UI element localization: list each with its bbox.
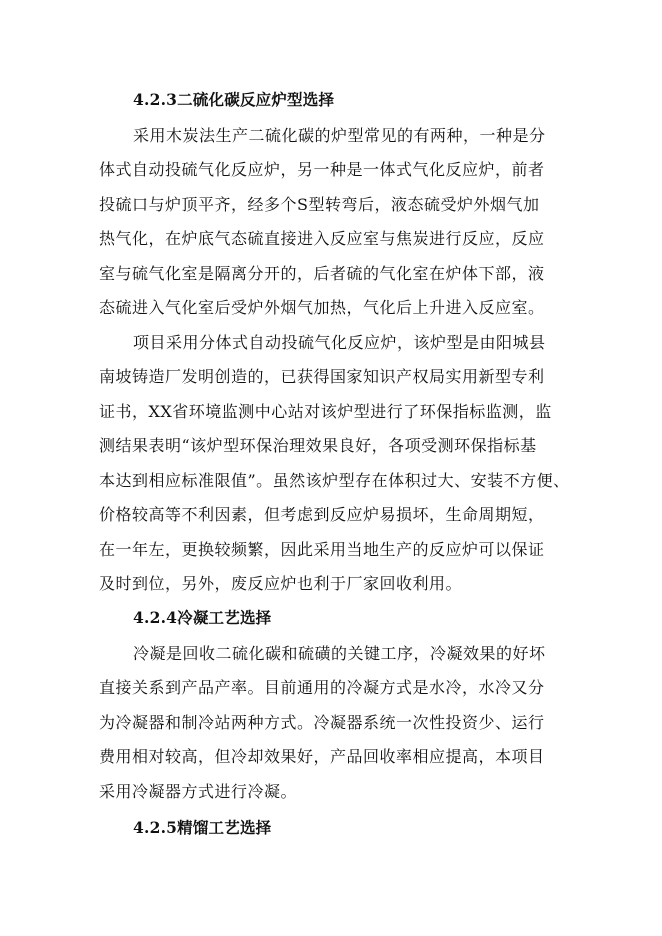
paragraph-line: 本达到相应标准限值”。虽然该炉型存在体积过大、安装不方便、 <box>99 471 570 490</box>
paragraph-line: 为冷凝器和制冷站两种方式。冷凝器系统一次性投资少、运行 <box>99 713 545 732</box>
paragraph-line: 价格较高等不利因素，但考虑到反应炉易损坏，生命周期短， <box>99 505 545 524</box>
paragraph-line: 项目采用分体式自动投硫气化反应炉，该炉型是由阳城县 <box>133 333 546 352</box>
paragraph-line: 态硫进入气化室后受炉外烟气加热，气化后上升进入反应室。 <box>99 298 545 317</box>
paragraph-line: 热气化，在炉底气态硫直接进入反应室与焦炭进行反应，反应 <box>99 229 545 248</box>
paragraph-line: 采用木炭法生产二硫化碳的炉型常见的有两种，一种是分 <box>133 126 546 145</box>
paragraph-line: 在一年左，更换较频繁，因此采用当地生产的反应炉可以保证 <box>99 540 545 559</box>
section-heading-4-2-3: 4.2.3二硫化碳反应炉型选择 <box>133 90 335 109</box>
paragraph-line: 冷凝是回收二硫化碳和硫磺的关键工序，冷凝效果的好坏 <box>133 644 546 663</box>
paragraph-line: 体式自动投硫气化反应炉，另一种是一体式气化反应炉，前者 <box>99 160 545 179</box>
paragraph-line: 投硫口与炉顶平齐，经多个S型转弯后，液态硫受炉外烟气加 <box>99 195 540 214</box>
section-heading-4-2-5: 4.2.5精馏工艺选择 <box>133 818 272 837</box>
paragraph-line: 及时到位，另外，废反应炉也利于厂家回收利用。 <box>99 574 463 593</box>
paragraph-line: 南坡铸造厂发明创造的，已获得国家知识产权局实用新型专利 <box>99 367 545 386</box>
paragraph-line: 采用冷凝器方式进行冷凝。 <box>99 782 298 801</box>
paragraph-line: 室与硫气化室是隔离分开的，后者硫的气化室在炉体下部，液 <box>99 264 545 283</box>
paragraph-line: 证书，XX省环境监测中心站对该炉型进行了环保指标监测，监 <box>99 402 552 421</box>
section-heading-4-2-4: 4.2.4冷凝工艺选择 <box>133 608 272 627</box>
paragraph-line: 直接关系到产品产率。目前通用的冷凝方式是水冷，水冷又分 <box>99 678 545 697</box>
paragraph-line: 费用相对较高，但冷却效果好，产品回收率相应提高，本项目 <box>99 747 545 766</box>
paragraph-line: 测结果表明“该炉型环保治理效果良好，各项受测环保指标基 <box>99 436 537 455</box>
